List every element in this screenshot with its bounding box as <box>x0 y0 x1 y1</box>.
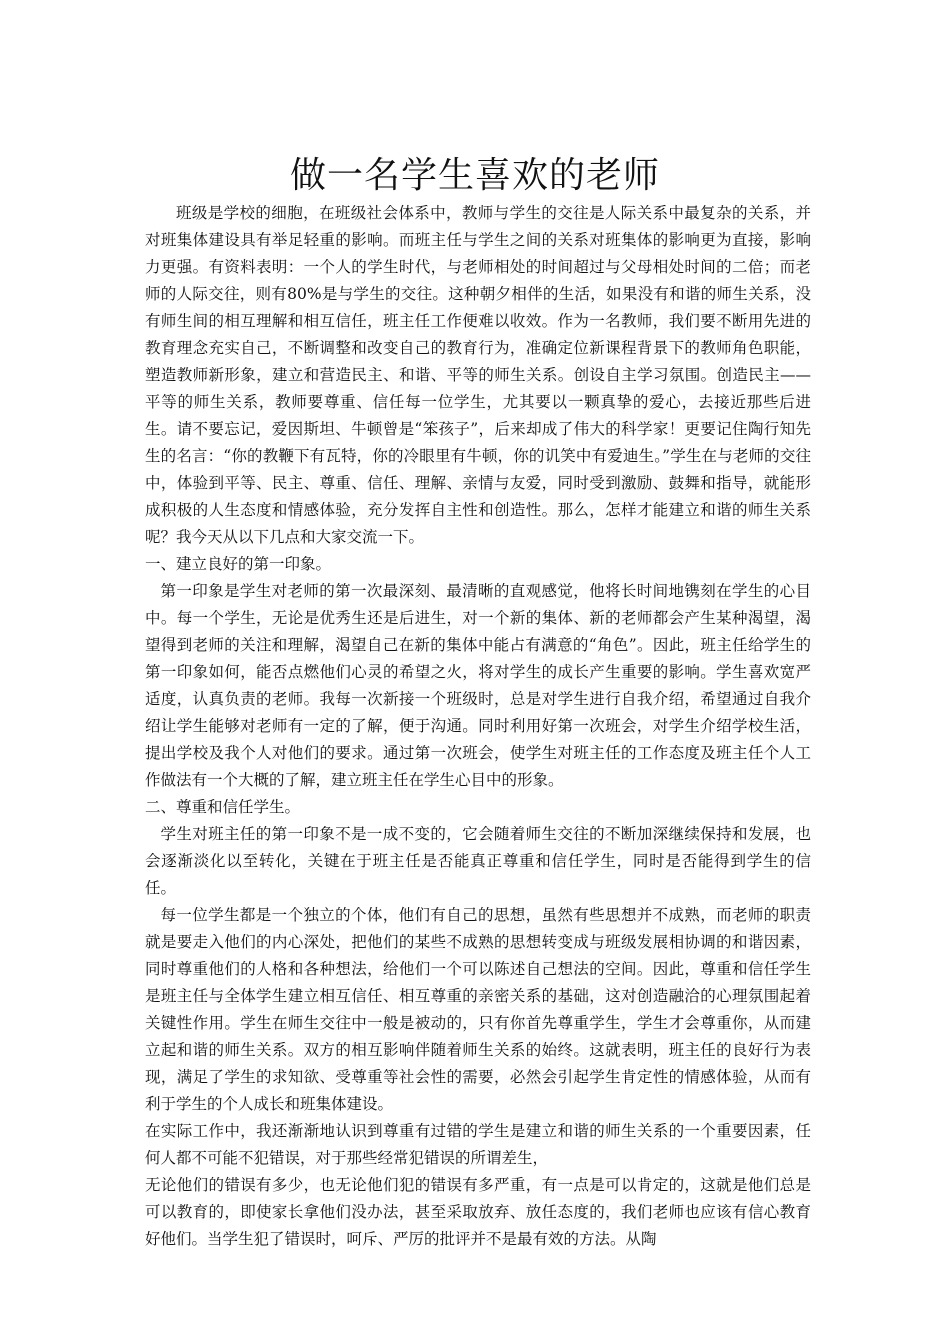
document-body <box>145 200 811 1253</box>
paragraph-practice-2: 无论他们的错误有多少，也无论他们犯的错误有多严重，有一点是可以肯定的，这就是他们总是可以教育的，即使家长拿他们没办法，甚至采取放弃、放任态度的，我们老师也应该有信心教育好他们。当学生犯了错误时，呵斥、严厉的批评并不是最有效的方法。从陶 <box>145 1176 811 1248</box>
paragraph-first-impression: 第一印象是学生对老师的第一次最深刻、最清晰的直观感觉，他将长时间地镌刻在学生的心目中。每一个学生，无论是优秀生还是后进生，对一个新的集体、新的老师都会产生某种渴望，渴望得到老师的关注和理解，渴望自己在新的集体中能占有满意的“角色”。因此，班主任给学生的第一印象如何，能否点燃他们心灵的希望之火，将对学生的成长产生重要的影响。学生喜欢宽严适度，认真负责的老师。我每一次新接一个班级时，总是对学生进行自我介绍，希望通过自我介绍让学生能够对老师有一定的了解，便于沟通。同时利用好第一次班会，对学生介绍学校生活，提出学校及我个人对他们的要求。通过第一次班会，使学生对班主任的工作态度及班主任个人工作做法有一个大概的了解，建立班主任在学生心目中的形象。 <box>145 582 811 789</box>
paragraph-intro: 班级是学校的细胞，在班级社会体系中，教师与学生的交往是人际关系中最复杂的关系，并对班集体建设具有举足轻重的影响。而班主任与学生之间的关系对班集体的影响更为直接，影响力更强。有资料表明：一个人的学生时代，与老师相处的时间超过与父母相处时间的二倍；而老师的人际交往，则有80%是与学生的交往。这种朝夕相伴的生活，如果没有和谐的师生关系，没有师生间的相互理解和相互信任，班主任工作便难以收效。作为一名教师，我们要不断用先进的教育理念充实自己，不断调整和改变自己的教育行为，准确定位新课程背景下的教师角色职能，塑造教师新形象，建立和营造民主、和谐、平等的师生关系。创设自主学习氛围。创造民主——平等的师生关系，教师要尊重、信任每一位学生，尤其要以一颗真挚的爱心，去接近那些后进生。请不要忘记，爱因斯坦、牛顿曾是“笨孩子”，后来却成了伟大的科学家！更要记住陶行知先生的名言：“你的教鞭下有瓦特，你的冷眼里有牛顿，你的讥笑中有爱迪生。”学生在与老师的交往中，体验到平等、民主、尊重、信任、理解、亲情与友爱，同时受到激励、鼓舞和指导，就能形成积极的人生态度和情感体验，充分发挥自主性和创造性。那么，怎样才能建立和谐的师生关系呢？我今天从以下几点和大家交流一下。 <box>145 204 811 546</box>
section-heading-2: 二、尊重和信任学生。 <box>145 798 301 816</box>
section-heading-1: 一、建立良好的第一印象。 <box>145 555 332 573</box>
document-title: 做一名学生喜欢的老师 <box>289 155 660 197</box>
paragraph-practice-1: 在实际工作中，我还渐渐地认识到尊重有过错的学生是建立和谐的师生关系的一个重要因素，任何人都不可能不犯错误，对于那些经常犯错误的所谓差生， <box>145 1122 811 1167</box>
paragraph-respect-trust-2: 每一位学生都是一个独立的个体，他们有自己的思想，虽然有些思想并不成熟，而老师的职责就是要走入他们的内心深处，把他们的某些不成熟的思想转变成与班级发展相协调的和谐因素，同时尊重他们的人格和各种想法，给他们一个可以陈述自己想法的空间。因此，尊重和信任学生是班主任与全体学生建立相互信任、相互尊重的亲密关系的基础，这对创造融洽的心理氛围起着关键性作用。学生在师生交往中一般是被动的，只有你首先尊重学生，学生才会尊重你，从而建立起和谐的师生关系。双方的相互影响伴随着师生关系的始终。这就表明，班主任的良好行为表现，满足了学生的求知欲、受尊重等社会性的需要，必然会引起学生肯定性的情感体验，从而有利于学生的个人成长和班集体建设。 <box>145 906 811 1113</box>
paragraph-respect-trust-1: 学生对班主任的第一印象不是一成不变的，它会随着师生交往的不断加深继续保持和发展，也会逐渐淡化以至转化，关键在于班主任是否能真正尊重和信任学生，同时是否能得到学生的信任。 <box>145 825 811 897</box>
